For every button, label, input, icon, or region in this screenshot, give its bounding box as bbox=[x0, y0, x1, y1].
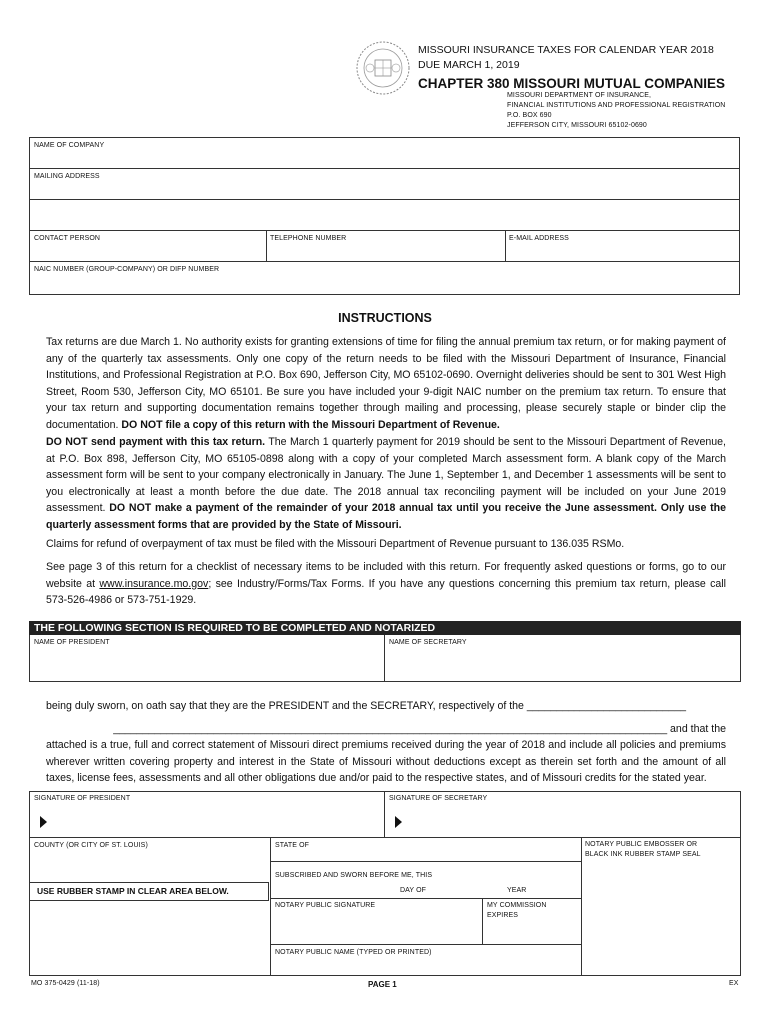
header-line1: MISSOURI INSURANCE TAXES FOR CALENDAR YEAR 2018 bbox=[418, 44, 714, 56]
instructions-paragraph-1: Tax returns are due March 1. No authority exists for granting extensions of time for filing the annual premium tax return, or for making payment of any of the quarterly tax assessments. Only one copy of the return needs to be filed with the Missouri Department of Insurance, Financial Institutions, and Professional Registration at P.O. Box 690, Jefferson City, MO 65102-0690. Overnight deliveries should be sent to 301 West High Street, Room 530, Jefferson City, MO 65101. Be sure you have included your 9-digit NAIC number on the premium tax return. To ensure that your tax return and supporting documentation remains together through mailing and processing, please securely staple or binder clip the documentation. DO NOT file a copy of this return with the Missouri Department of Revenue. bbox=[46, 336, 726, 431]
dept-line1: MISSOURI DEPARTMENT OF INSURANCE, bbox=[507, 92, 652, 99]
notary-signature-label: NOTARY PUBLIC SIGNATURE bbox=[275, 902, 376, 909]
company-name-label: NAME OF COMPANY bbox=[34, 142, 105, 149]
telephone-label: TELEPHONE NUMBER bbox=[270, 235, 347, 242]
mailing-address-field[interactable] bbox=[30, 169, 739, 230]
dept-line3: P.O. BOX 690 bbox=[507, 112, 552, 119]
secretary-name-label: NAME OF SECRETARY bbox=[389, 639, 467, 646]
state-field[interactable] bbox=[271, 839, 580, 861]
contact-person-label: CONTACT PERSON bbox=[34, 235, 101, 242]
commission-label-2: EXPIRES bbox=[487, 912, 519, 919]
company-name-field[interactable] bbox=[30, 138, 739, 168]
website-link[interactable]: www.insurance.mo.gov bbox=[99, 577, 209, 590]
header-line2: DUE MARCH 1, 2019 bbox=[418, 59, 520, 71]
day-of-label: DAY OF bbox=[400, 887, 427, 894]
county-label: COUNTY (OR CITY OF ST. LOUIS) bbox=[34, 842, 148, 849]
mailing-address-label: MAILING ADDRESS bbox=[34, 173, 100, 180]
email-label: E-MAIL ADDRESS bbox=[509, 235, 569, 242]
form-title: CHAPTER 380 MISSOURI MUTUAL COMPANIES bbox=[418, 76, 726, 91]
naic-label: NAIC NUMBER (GROUP-COMPANY) OR DIFP NUMBER bbox=[34, 266, 220, 273]
signature-arrow-icon bbox=[395, 816, 402, 828]
president-signature-label: SIGNATURE OF PRESIDENT bbox=[34, 795, 131, 802]
oath-line-2: ______________________________________________________________________________________________ and that the bbox=[113, 723, 726, 735]
year-label: YEAR bbox=[507, 887, 527, 894]
form-number: MO 375-0429 (11-18) bbox=[31, 980, 100, 987]
rubber-stamp-area[interactable] bbox=[30, 902, 269, 975]
embosser-label-1: NOTARY PUBLIC EMBOSSER OR bbox=[585, 841, 698, 848]
subscribed-label: SUBSCRIBED AND SWORN BEFORE ME, THIS bbox=[275, 872, 433, 879]
dept-line4: JEFFERSON CITY, MISSOURI 65102-0690 bbox=[507, 122, 647, 129]
form-code: EX bbox=[729, 980, 739, 987]
instructions-paragraph-4: See page 3 of this return for a checklist of necessary items to be included with this return. For frequently asked questions or forms, go to our website at www.insurance.mo.gov; see Industry/Forms/Tax Forms. If you have any questions concerning this premium tax return, please call 573-526-4986 or 573-751-1929. bbox=[46, 561, 726, 607]
commission-label-1: MY COMMISSION bbox=[487, 902, 547, 909]
instructions-paragraph-2: DO NOT send payment with this tax return. The March 1 quarterly payment for 2019 should be sent to the Missouri Department of Revenue, at P.O. Box 898, Jefferson City, MO 65105-0898 along with a copy of your completed March assessment form. A blank copy of the March assessment form will be sent to your company electronically in January. The June 1, September 1, and December 1 assessments will be sent to you electronically at least a month before the due date. The 2018 annual tax reconciling payment will be included on your June 2019 assessment. DO NOT make a payment of the remainder of your 2018 annual tax until you receive the June assessment. Only use the quarterly assessment forms that are provided by the State of Missouri. bbox=[46, 436, 726, 531]
oath-line-1: being duly sworn, on oath say that they are the PRESIDENT and the SECRETARY, respectively of the ___________________________ bbox=[46, 700, 686, 712]
secretary-signature-label: SIGNATURE OF SECRETARY bbox=[389, 795, 488, 802]
president-name-label: NAME OF PRESIDENT bbox=[34, 639, 110, 646]
instructions-paragraph-3: Claims for refund of overpayment of tax must be filed with the Missouri Department of Revenue pursuant to 136.035 RSMo. bbox=[46, 538, 625, 550]
signature-arrow-icon bbox=[40, 816, 47, 828]
instructions-title: INSTRUCTIONS bbox=[338, 311, 432, 325]
notarized-section-bar: THE FOLLOWING SECTION IS REQUIRED TO BE COMPLETED AND NOTARIZED bbox=[29, 621, 741, 635]
state-seal-icon bbox=[355, 40, 411, 96]
rubber-stamp-note: USE RUBBER STAMP IN CLEAR AREA BELOW. bbox=[29, 882, 269, 901]
page-number: PAGE 1 bbox=[368, 980, 397, 989]
embosser-label-2: BLACK INK RUBBER STAMP SEAL bbox=[585, 851, 701, 858]
dept-line2: FINANCIAL INSTITUTIONS AND PROFESSIONAL REGISTRATION bbox=[507, 102, 726, 109]
notary-name-label: NOTARY PUBLIC NAME (TYPED OR PRINTED) bbox=[275, 949, 432, 956]
state-label: STATE OF bbox=[275, 842, 309, 849]
oath-statement: attached is a true, full and correct statement of Missouri direct premiums received during the year of 2018 and include all policies and premiums wherever written covering property and interest in the State of Missouri without deductions except as therein set forth and the amount of all taxes, license fees, assessments and all other obligations due and/or paid to the respective states, and of Missouri credits for the stated year. bbox=[46, 739, 726, 785]
